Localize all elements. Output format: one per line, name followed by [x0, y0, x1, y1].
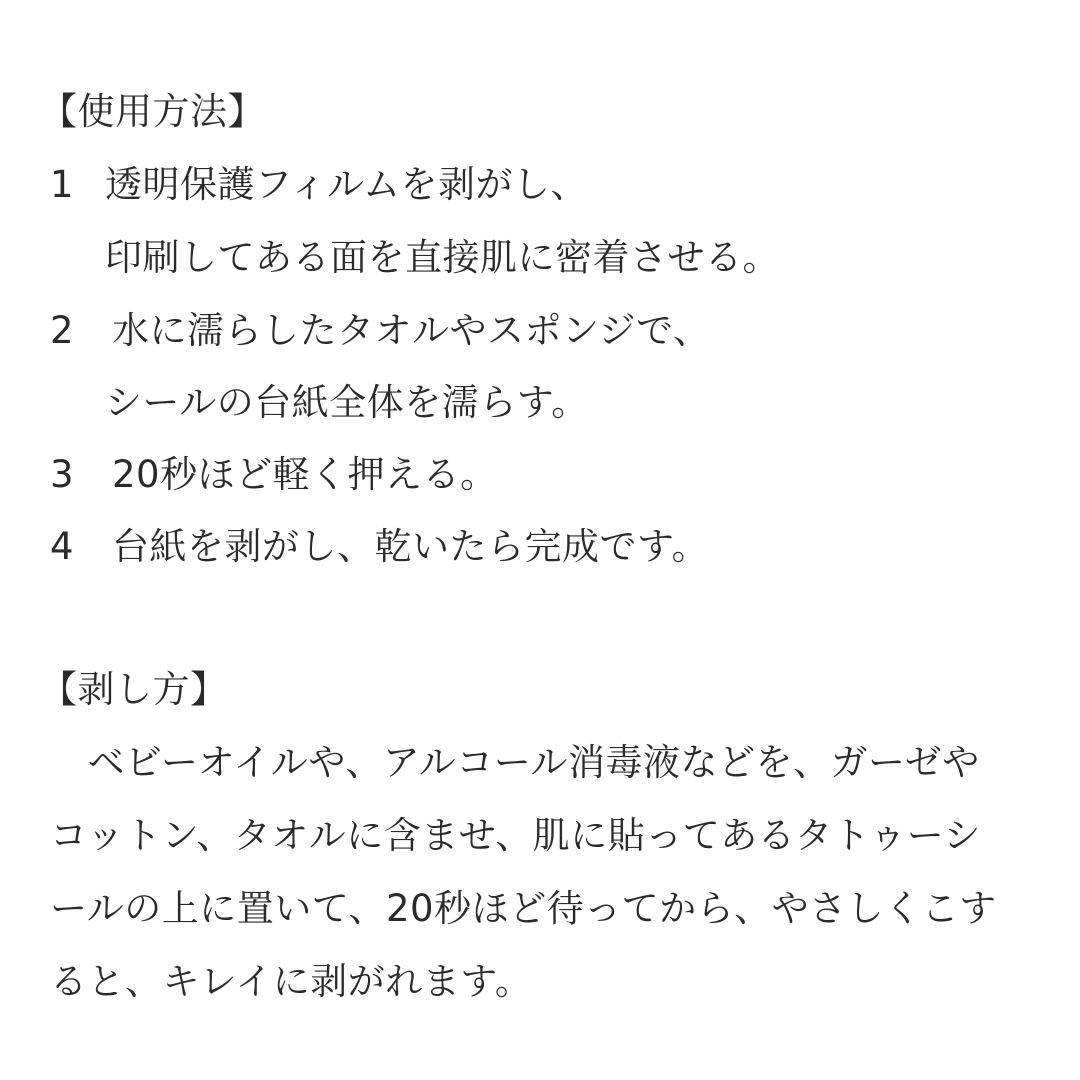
removal-line-1: ベビーオイルや、アルコール消毒液などを、ガーゼや: [50, 741, 980, 784]
step-4-line-1: 台紙を剥がし、乾いたら完成です。: [112, 525, 710, 568]
removal-line-3: ールの上に置いて、20秒ほど待ってから、やさしくこす: [50, 887, 997, 930]
removal-heading: 【剥し方】: [40, 668, 228, 711]
step-2-line-1: 水に濡らしたタオルやスポンジで、: [112, 309, 711, 352]
step-number-3: 3: [50, 453, 74, 496]
step-number-2: 2: [50, 309, 74, 352]
removal-line-2: コットン、タオルに含ませ、肌に貼ってあるタトゥーシ: [50, 814, 982, 857]
removal-line-4: ると、キレイに剥がれます。: [50, 960, 533, 1003]
step-3-line-1: 20秒ほど軽く押える。: [112, 453, 498, 496]
step-number-4: 4: [50, 525, 74, 568]
step-1-line-1: 透明保護フィルムを剥がし、: [105, 163, 589, 206]
step-2-line-2: シールの台紙全体を濡らす。: [105, 381, 589, 424]
step-1-line-2: 印刷してある面を直接肌に密着させる。: [105, 236, 780, 279]
usage-heading: 【使用方法】: [40, 90, 265, 133]
step-number-1: 1: [50, 163, 74, 206]
